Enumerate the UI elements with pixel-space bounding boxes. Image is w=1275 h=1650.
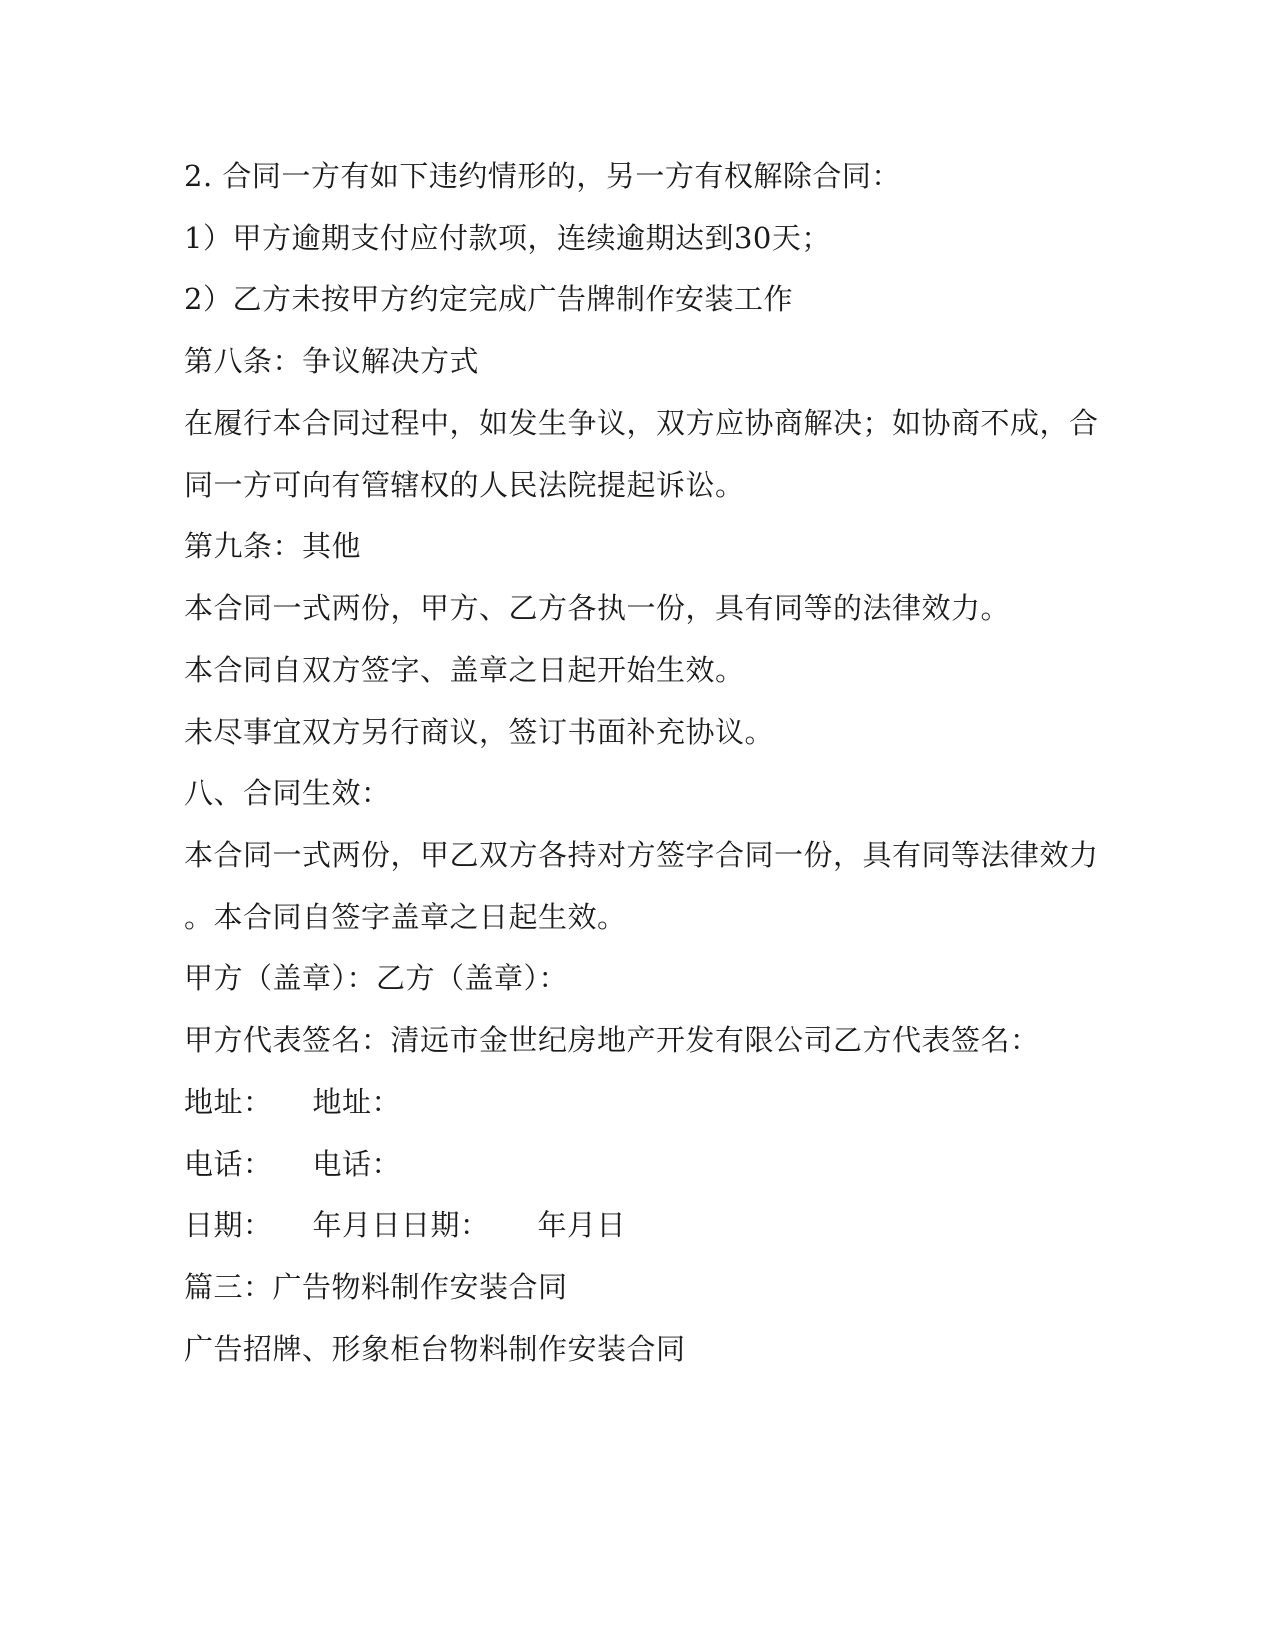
dispute-paragraph-line-2: 同一方可向有管辖权的人民法院提起诉讼。 [184, 468, 745, 502]
section-eight-heading: 八、合同生效： [184, 776, 391, 810]
phone-row [184, 1146, 1104, 1182]
clause-termination-intro: 2. 合同一方有如下违约情形的，另一方有权解除合同： [184, 159, 901, 193]
contract-title: 广告招牌、形象柜台物料制作安装合同 [184, 1332, 686, 1366]
phone-label-party-a: 电话： [184, 1147, 273, 1181]
address-label-party-b: 地址： [312, 1085, 402, 1119]
dispute-paragraph-line-1: 在履行本合同过程中，如发生争议，双方应协商解决；如协商不成，合 [184, 406, 1099, 440]
validity-paragraph-line-2: 。本合同自签字盖章之日起生效。 [184, 900, 627, 934]
supplement-paragraph: 未尽事宜双方另行商议，签订书面补充协议。 [184, 715, 775, 749]
signature-line: 甲方代表签名：清远市金世纪房地产开发有限公司乙方代表签名： [184, 1023, 1040, 1057]
address-row [184, 1084, 1104, 1120]
date-value-party-b: 年月日 [537, 1208, 627, 1242]
date-label-party-a: 日期： [184, 1208, 273, 1242]
address-label-party-a: 地址： [184, 1085, 273, 1119]
seal-line: 甲方（盖章）：乙方（盖章）： [184, 961, 569, 995]
effective-paragraph: 本合同自双方签字、盖章之日起开始生效。 [184, 653, 745, 687]
validity-paragraph-line-1: 本合同一式两份，甲乙双方各持对方签字合同一份，具有同等法律效力 [184, 838, 1099, 872]
copies-paragraph: 本合同一式两份，甲方、乙方各执一份，具有同等的法律效力。 [184, 591, 1011, 625]
phone-label-party-b: 电话： [312, 1147, 402, 1181]
clause-item-1: 1）甲方逾期支付应付款项，连续逾期达到30天； [184, 221, 831, 255]
article-eight-heading: 第八条：争议解决方式 [184, 344, 480, 378]
clause-item-2: 2）乙方未按甲方约定完成广告牌制作安装工作 [184, 282, 793, 316]
date-row [184, 1207, 1104, 1243]
date-value-party-a: 年月日日期： [312, 1208, 490, 1242]
article-nine-heading: 第九条：其他 [184, 529, 362, 563]
section-three-title: 篇三：广告物料制作安装合同 [184, 1270, 568, 1304]
